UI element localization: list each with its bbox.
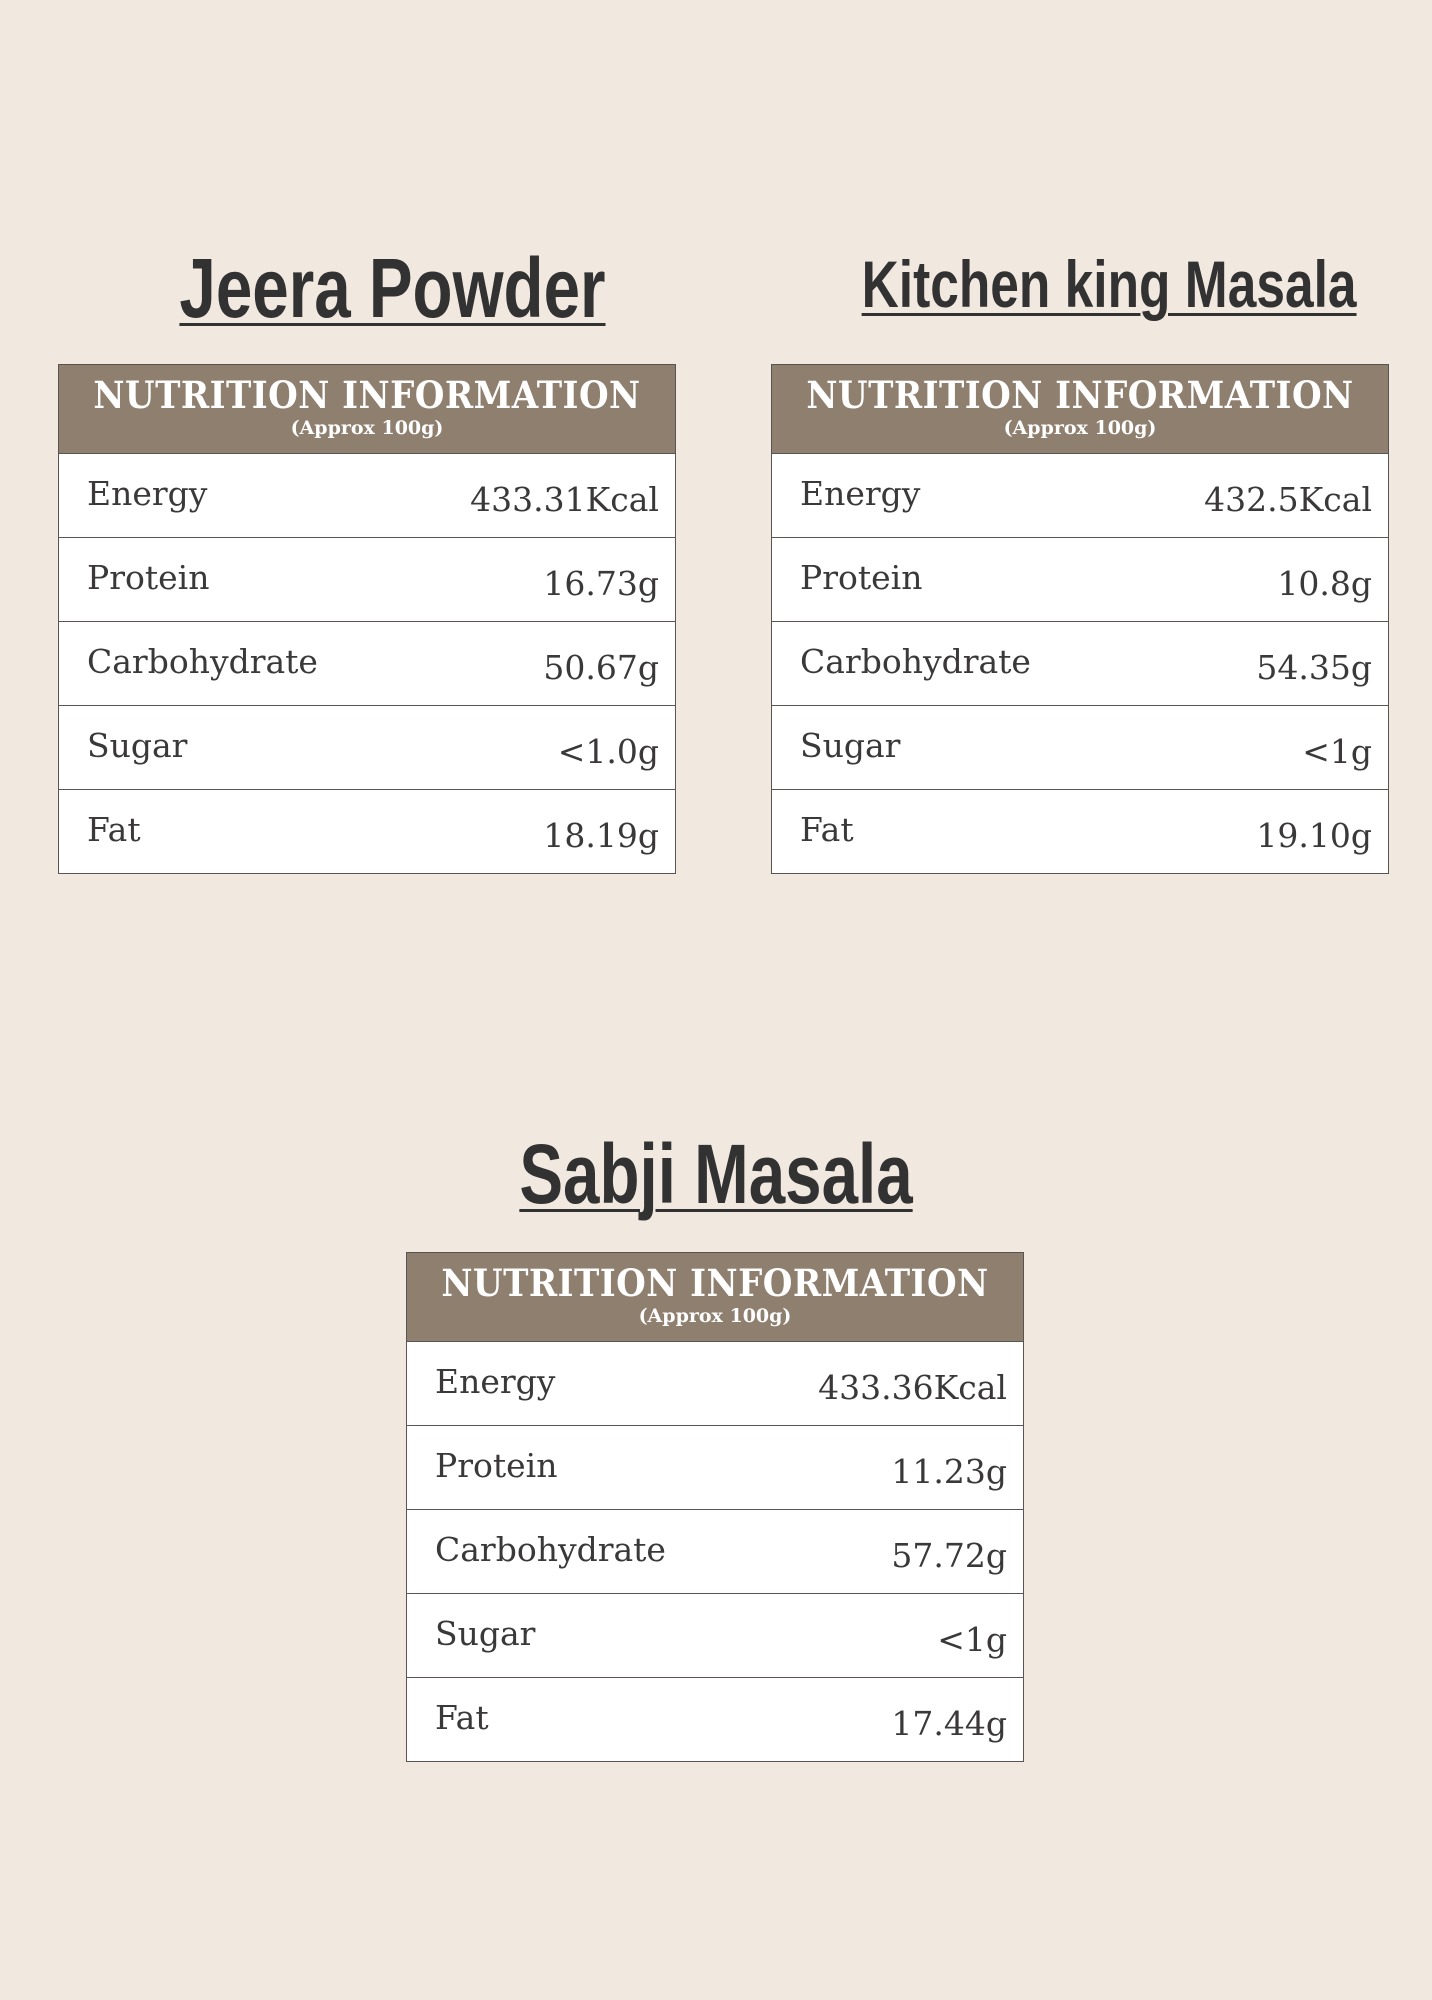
nutrition-row-sugar xyxy=(407,1593,1023,1677)
nutrition-row-fat xyxy=(59,789,675,873)
nutrient-value: 433.36Kcal xyxy=(818,1368,1007,1407)
nutrition-header-title: NUTRITION INFORMATION xyxy=(806,373,1354,417)
nutrient-value: <1g xyxy=(1302,732,1372,771)
nutrient-label: Sugar xyxy=(800,726,901,765)
nutrition-panel-jeera-powder xyxy=(58,364,676,874)
nutrition-row-energy xyxy=(59,453,675,537)
nutrient-label: Fat xyxy=(800,810,854,849)
nutrient-label: Carbohydrate xyxy=(800,642,1031,681)
nutrition-row-energy xyxy=(407,1341,1023,1425)
nutrient-label: Protein xyxy=(435,1446,558,1485)
nutrition-panel-sabji-masala xyxy=(406,1252,1024,1762)
product-title-kitchen-king-masala: Kitchen king Masala xyxy=(861,247,1357,321)
nutrition-row-fat xyxy=(772,789,1388,873)
nutrient-value: 50.67g xyxy=(543,648,659,687)
nutrient-value: <1.0g xyxy=(557,732,659,771)
nutrient-value: 54.35g xyxy=(1256,648,1372,687)
nutrient-label: Energy xyxy=(435,1362,556,1401)
nutrient-value: 11.23g xyxy=(891,1452,1007,1491)
nutrition-header xyxy=(407,1253,1023,1341)
nutrition-row-carbohydrate xyxy=(59,621,675,705)
nutrition-header-subtitle: (Approx 100g) xyxy=(638,1305,792,1327)
nutrition-row-carbohydrate xyxy=(407,1509,1023,1593)
nutrition-header-subtitle: (Approx 100g) xyxy=(290,417,444,439)
nutrient-label: Protein xyxy=(87,558,210,597)
nutrient-label: Fat xyxy=(435,1698,489,1737)
nutrient-value: 16.73g xyxy=(543,564,659,603)
nutrient-value: 18.19g xyxy=(543,816,659,855)
product-title-jeera-powder: Jeera Powder xyxy=(179,241,606,335)
nutrient-label: Energy xyxy=(800,474,921,513)
nutrition-header xyxy=(59,365,675,453)
nutrient-label: Fat xyxy=(87,810,141,849)
nutrient-label: Carbohydrate xyxy=(435,1530,666,1569)
nutrition-row-sugar xyxy=(772,705,1388,789)
nutrition-row-fat xyxy=(407,1677,1023,1761)
nutrient-value: 17.44g xyxy=(891,1704,1007,1743)
nutrition-row-protein xyxy=(772,537,1388,621)
nutrient-value: 19.10g xyxy=(1256,816,1372,855)
nutrition-header-title: NUTRITION INFORMATION xyxy=(93,373,641,417)
nutrient-value: 432.5Kcal xyxy=(1204,480,1372,519)
nutrition-header xyxy=(772,365,1388,453)
nutrition-panel-kitchen-king-masala xyxy=(771,364,1389,874)
product-title-sabji-masala: Sabji Masala xyxy=(519,1127,913,1221)
nutrient-label: Protein xyxy=(800,558,923,597)
nutrient-label: Sugar xyxy=(87,726,188,765)
nutrition-row-carbohydrate xyxy=(772,621,1388,705)
nutrition-row-energy xyxy=(772,453,1388,537)
nutrient-value: <1g xyxy=(937,1620,1007,1659)
nutrition-row-protein xyxy=(59,537,675,621)
nutrient-label: Sugar xyxy=(435,1614,536,1653)
nutrition-header-title: NUTRITION INFORMATION xyxy=(441,1261,989,1305)
nutrition-row-protein xyxy=(407,1425,1023,1509)
nutrition-row-sugar xyxy=(59,705,675,789)
nutrition-header-subtitle: (Approx 100g) xyxy=(1003,417,1157,439)
nutrient-label: Carbohydrate xyxy=(87,642,318,681)
nutrient-value: 10.8g xyxy=(1277,564,1372,603)
nutrient-label: Energy xyxy=(87,474,208,513)
nutrient-value: 433.31Kcal xyxy=(470,480,659,519)
nutrient-value: 57.72g xyxy=(891,1536,1007,1575)
